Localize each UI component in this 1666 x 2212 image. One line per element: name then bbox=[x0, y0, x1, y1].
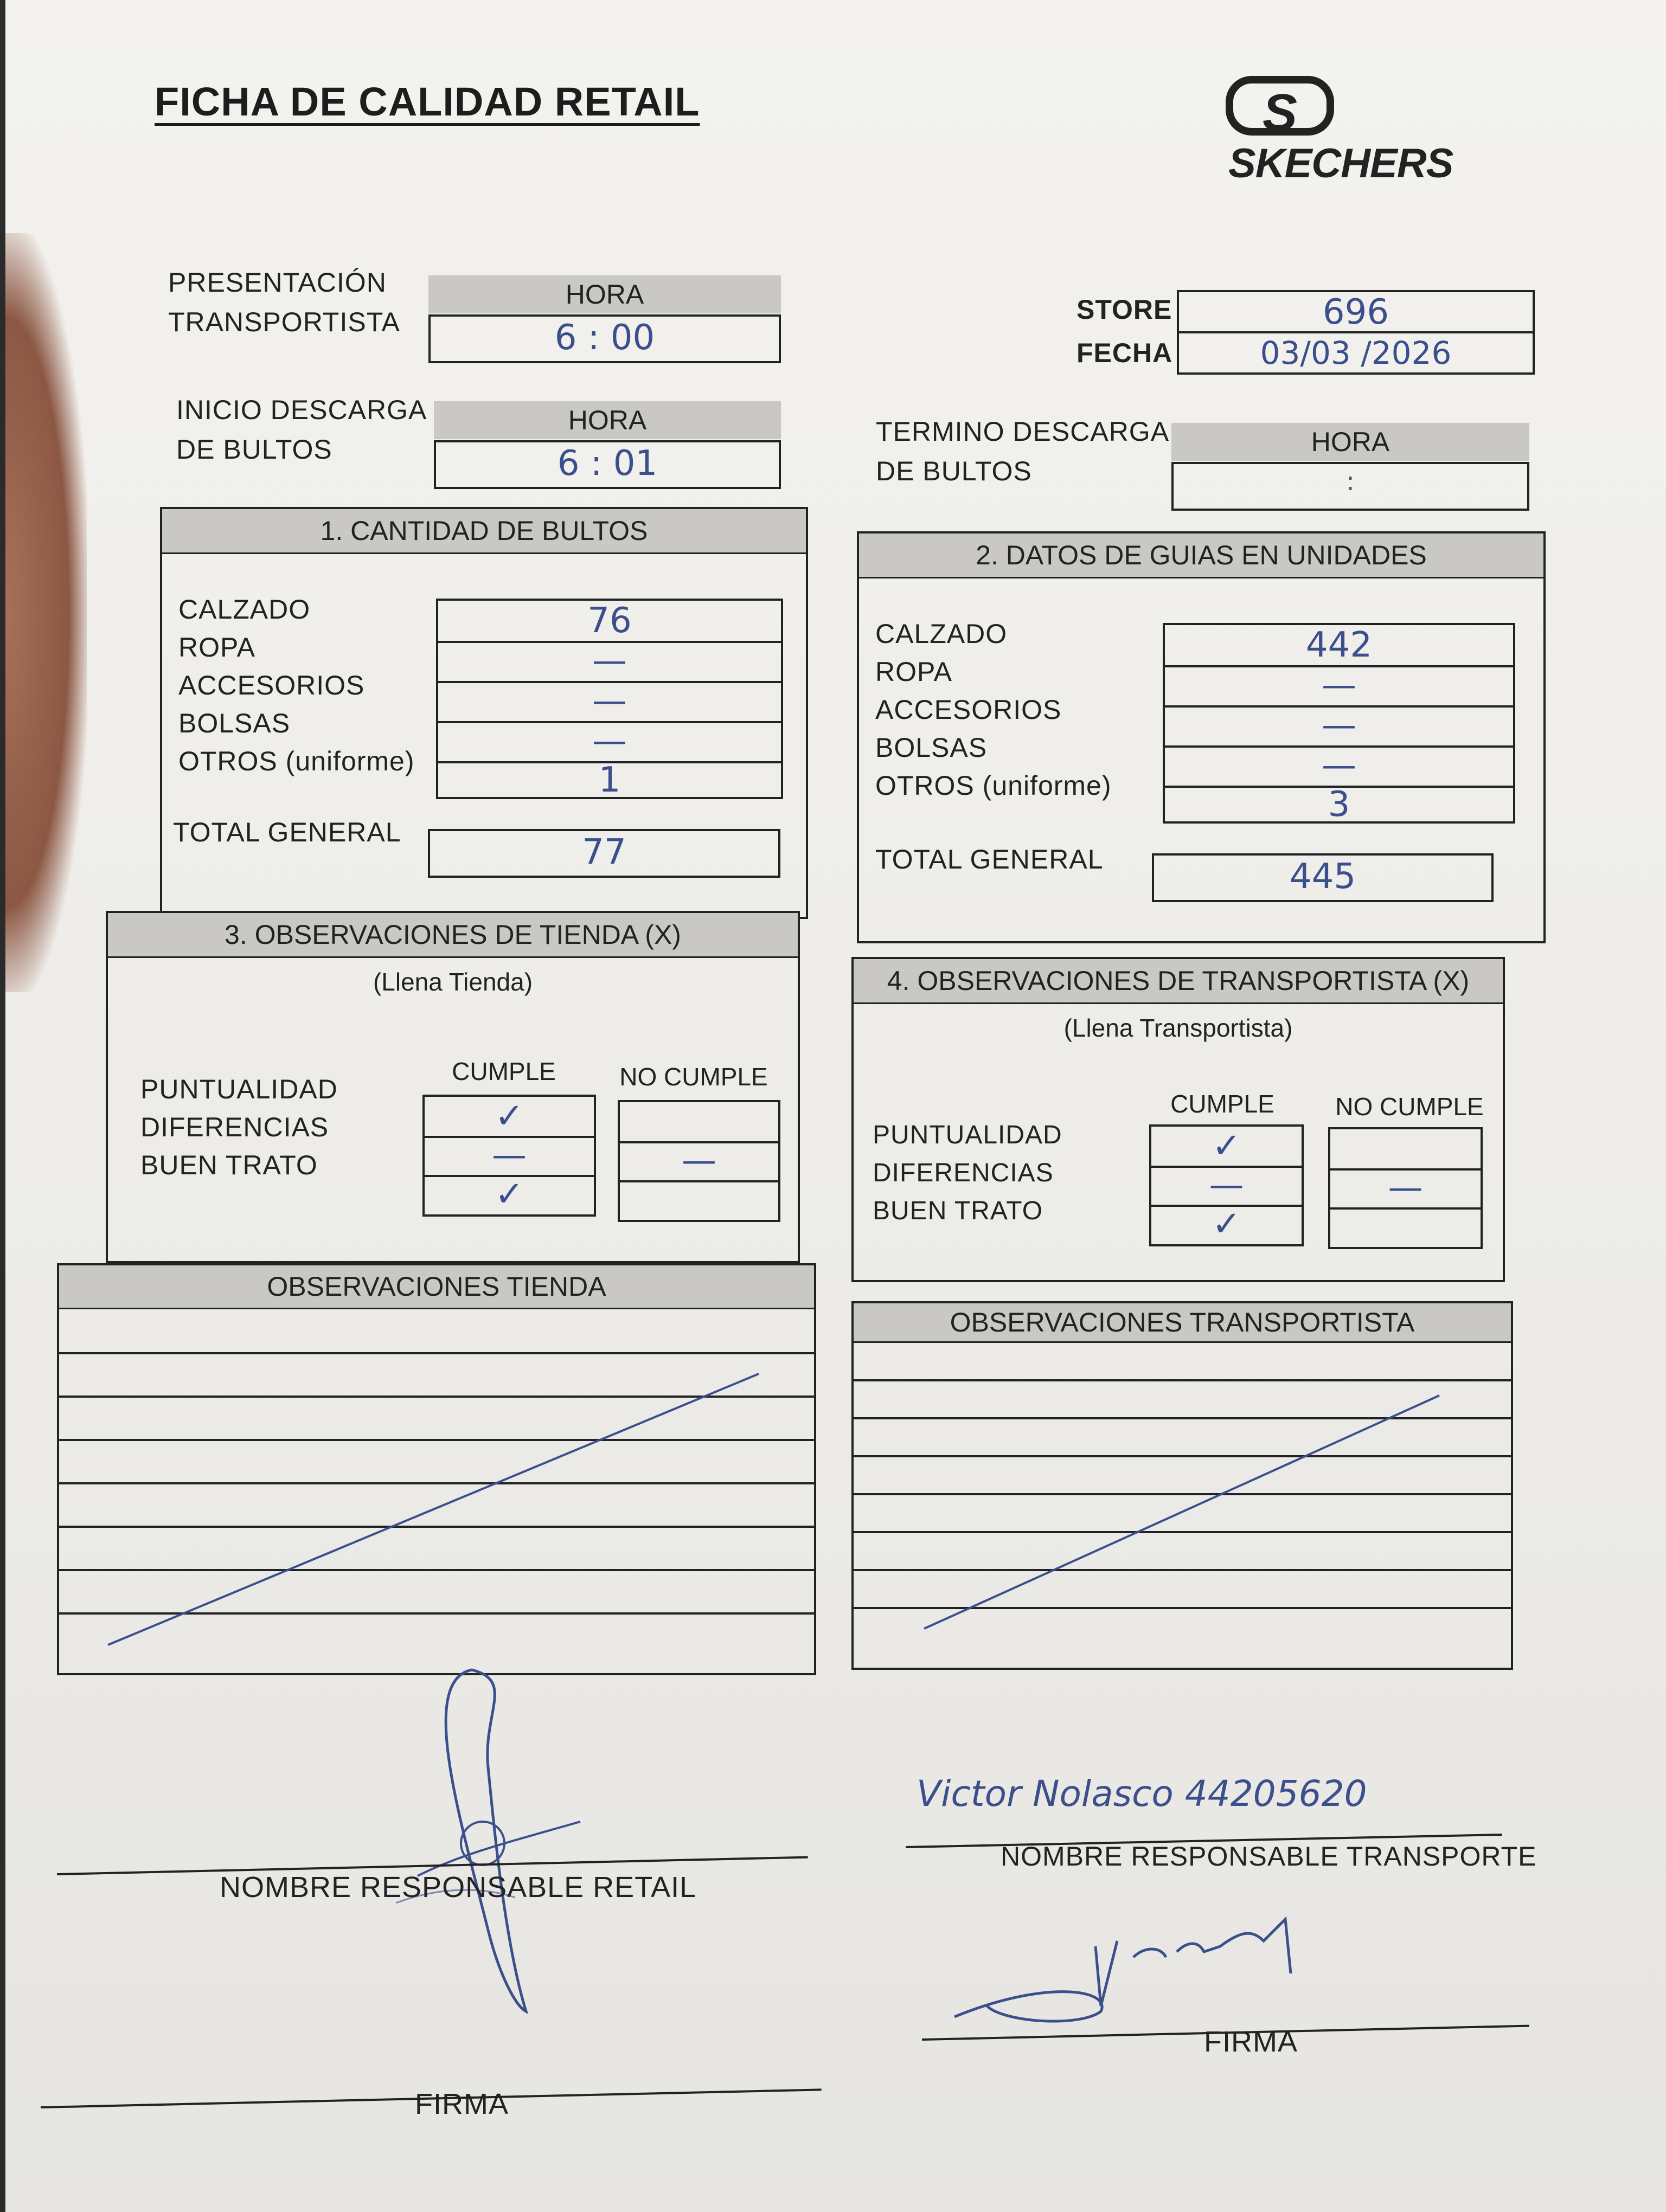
section1-value-ropa[interactable]: — bbox=[592, 641, 627, 681]
section2-value-bolsas[interactable]: — bbox=[1322, 745, 1356, 786]
store-label: STORE bbox=[1077, 294, 1172, 325]
form-sheet bbox=[5, 0, 1666, 2212]
section1-value-grid bbox=[436, 599, 783, 799]
section2-value-grid bbox=[1163, 623, 1515, 824]
fecha-label: FECHA bbox=[1077, 338, 1173, 368]
inicio-hora-value: 6 : 01 bbox=[557, 443, 658, 484]
section-datos-guias bbox=[857, 531, 1546, 943]
section3-labels bbox=[140, 1070, 338, 1184]
section4-no-cumple-puntualidad[interactable] bbox=[1330, 1129, 1481, 1168]
termino-descarga-label bbox=[876, 412, 1169, 491]
section2-value-ropa[interactable]: — bbox=[1322, 665, 1356, 705]
section-cantidad-bultos bbox=[160, 507, 808, 919]
section2-label-bolsas: BOLSAS bbox=[875, 732, 988, 763]
presentacion-label-line2: TRANSPORTISTA bbox=[168, 306, 400, 337]
section3-cumple-grid bbox=[422, 1095, 596, 1217]
section1-label-calzado: CALZADO bbox=[178, 594, 311, 625]
section3-title: 3. OBSERVACIONES DE TIENDA (X) bbox=[108, 913, 798, 958]
section3-cumple-puntualidad[interactable]: ✓ bbox=[495, 1096, 524, 1136]
inicio-hora-field[interactable] bbox=[434, 440, 781, 489]
section4-no-cumple-diferencias[interactable]: — bbox=[1388, 1168, 1423, 1208]
obs-transportista-title: OBSERVACIONES TRANSPORTISTA bbox=[854, 1303, 1511, 1343]
section3-label-puntualidad: PUNTUALIDAD bbox=[140, 1074, 338, 1104]
section-observaciones-tienda-x bbox=[106, 911, 800, 1263]
presentacion-hora-value: 6 : 00 bbox=[554, 318, 655, 358]
obs-tienda-strike-line bbox=[59, 1265, 818, 1677]
section1-value-calzado[interactable]: 76 bbox=[587, 601, 632, 641]
section4-no-cumple-buen-trato[interactable] bbox=[1330, 1207, 1481, 1246]
inicio-descarga-label bbox=[176, 390, 427, 469]
section1-title: 1. CANTIDAD DE BULTOS bbox=[162, 509, 806, 554]
inicio-hora-header: HORA bbox=[434, 401, 781, 439]
section4-cumple-diferencias[interactable]: — bbox=[1209, 1165, 1244, 1205]
store-value: 696 bbox=[1322, 292, 1389, 332]
section3-no-cumple-buen-trato[interactable] bbox=[620, 1180, 778, 1219]
section4-label-diferencias: DIFERENCIAS bbox=[873, 1159, 1054, 1187]
section4-label-buen-trato: BUEN TRATO bbox=[873, 1197, 1043, 1225]
section3-no-cumple-puntualidad[interactable] bbox=[620, 1102, 778, 1141]
section1-total-label: TOTAL GENERAL bbox=[173, 817, 401, 847]
section4-cumple-buen-trato[interactable]: ✓ bbox=[1212, 1204, 1241, 1244]
form-title: FICHA DE CALIDAD RETAIL bbox=[155, 79, 700, 124]
section2-total-field[interactable] bbox=[1152, 853, 1494, 902]
section4-subtitle: (Llena Transportista) bbox=[1063, 1014, 1293, 1042]
section3-col-no-cumple: NO CUMPLE bbox=[619, 1063, 768, 1091]
retail-firma-label: FIRMA bbox=[415, 2088, 509, 2120]
termino-descarga-label-line2: DE BULTOS bbox=[876, 455, 1032, 486]
presentacion-label-line1: PRESENTACIÓN bbox=[168, 267, 387, 298]
section4-cumple-puntualidad[interactable]: ✓ bbox=[1212, 1126, 1241, 1166]
section3-label-diferencias: DIFERENCIAS bbox=[140, 1112, 329, 1142]
obs-tienda-title: OBSERVACIONES TIENDA bbox=[59, 1265, 814, 1309]
retail-name-label: NOMBRE RESPONSABLE RETAIL bbox=[220, 1871, 697, 1904]
presentacion-label bbox=[168, 263, 400, 342]
skechers-logo-text: SKECHERS bbox=[1228, 140, 1453, 187]
store-field[interactable] bbox=[1177, 290, 1535, 333]
section3-cumple-buen-trato[interactable]: ✓ bbox=[495, 1174, 524, 1214]
section2-title: 2. DATOS DE GUIAS EN UNIDADES bbox=[859, 533, 1543, 578]
section4-cumple-grid bbox=[1149, 1124, 1304, 1246]
section3-cumple-diferencias[interactable]: — bbox=[492, 1135, 527, 1175]
section-observaciones-transportista-x bbox=[851, 957, 1505, 1282]
obs-transportista-strike-line bbox=[854, 1303, 1515, 1672]
section1-label-ropa: ROPA bbox=[178, 632, 255, 663]
section4-label-puntualidad: PUNTUALIDAD bbox=[873, 1121, 1062, 1149]
section2-total-label: TOTAL GENERAL bbox=[875, 844, 1104, 874]
transport-signature-scribble bbox=[938, 1908, 1350, 2039]
section1-label-accesorios: ACCESORIOS bbox=[178, 670, 365, 700]
section2-value-calzado[interactable]: 442 bbox=[1305, 625, 1373, 665]
section2-label-ropa: ROPA bbox=[875, 657, 952, 687]
section1-labels bbox=[178, 590, 415, 780]
section2-labels bbox=[875, 615, 1112, 805]
section4-title: 4. OBSERVACIONES DE TRANSPORTISTA (X) bbox=[854, 959, 1503, 1004]
retail-signature-scribble bbox=[353, 1659, 635, 2028]
section4-col-no-cumple: NO CUMPLE bbox=[1335, 1092, 1484, 1121]
fecha-value: 03/03 /2026 bbox=[1260, 335, 1452, 371]
section1-value-otros[interactable]: 1 bbox=[598, 760, 621, 800]
section2-label-accesorios: ACCESORIOS bbox=[875, 695, 1062, 725]
section1-value-accesorios[interactable]: — bbox=[592, 681, 627, 721]
termino-hora-field[interactable] bbox=[1171, 462, 1529, 511]
termino-hora-header: HORA bbox=[1171, 423, 1529, 461]
section2-total-value: 445 bbox=[1289, 857, 1356, 897]
termino-descarga-label-line1: TERMINO DESCARGA bbox=[876, 416, 1170, 447]
transport-firma-label: FIRMA bbox=[1204, 2025, 1298, 2058]
section2-value-accesorios[interactable]: — bbox=[1322, 705, 1356, 745]
transport-name-handwritten: Victor Nolasco 44205620 bbox=[917, 1773, 1367, 1815]
observaciones-transportista-box[interactable] bbox=[851, 1301, 1513, 1670]
section4-col-cumple: CUMPLE bbox=[1170, 1090, 1274, 1118]
section2-label-calzado: CALZADO bbox=[875, 619, 1008, 649]
presentacion-hora-header: HORA bbox=[428, 275, 781, 313]
section4-labels bbox=[873, 1116, 1062, 1230]
section3-subtitle: (Llena Tienda) bbox=[373, 968, 533, 996]
presentacion-hora-field[interactable] bbox=[428, 314, 781, 363]
skechers-logo-mark: S bbox=[1226, 76, 1334, 136]
termino-hora-value: : bbox=[1345, 466, 1355, 497]
inicio-descarga-label-line2: DE BULTOS bbox=[176, 434, 332, 465]
transport-name-label: NOMBRE RESPONSABLE TRANSPORTE bbox=[1001, 1841, 1537, 1872]
section3-label-buen-trato: BUEN TRATO bbox=[140, 1150, 318, 1180]
section1-total-value: 77 bbox=[582, 832, 626, 872]
observaciones-tienda-box[interactable] bbox=[57, 1263, 816, 1675]
section3-no-cumple-diferencias[interactable]: — bbox=[682, 1141, 716, 1181]
inicio-descarga-label-line1: INICIO DESCARGA bbox=[176, 395, 427, 425]
section3-no-cumple-grid bbox=[618, 1100, 780, 1222]
section1-label-bolsas: BOLSAS bbox=[178, 708, 291, 738]
section1-total-field[interactable] bbox=[428, 829, 780, 878]
section4-no-cumple-grid bbox=[1328, 1127, 1483, 1249]
section3-col-cumple: CUMPLE bbox=[452, 1057, 556, 1085]
thumb-edge bbox=[5, 233, 87, 992]
section2-value-otros[interactable]: 3 bbox=[1328, 785, 1350, 825]
section1-label-otros: OTROS (uniforme) bbox=[178, 746, 415, 776]
section2-label-otros: OTROS (uniforme) bbox=[875, 770, 1112, 801]
section1-value-bolsas[interactable]: — bbox=[592, 721, 627, 761]
fecha-field[interactable] bbox=[1177, 331, 1535, 375]
